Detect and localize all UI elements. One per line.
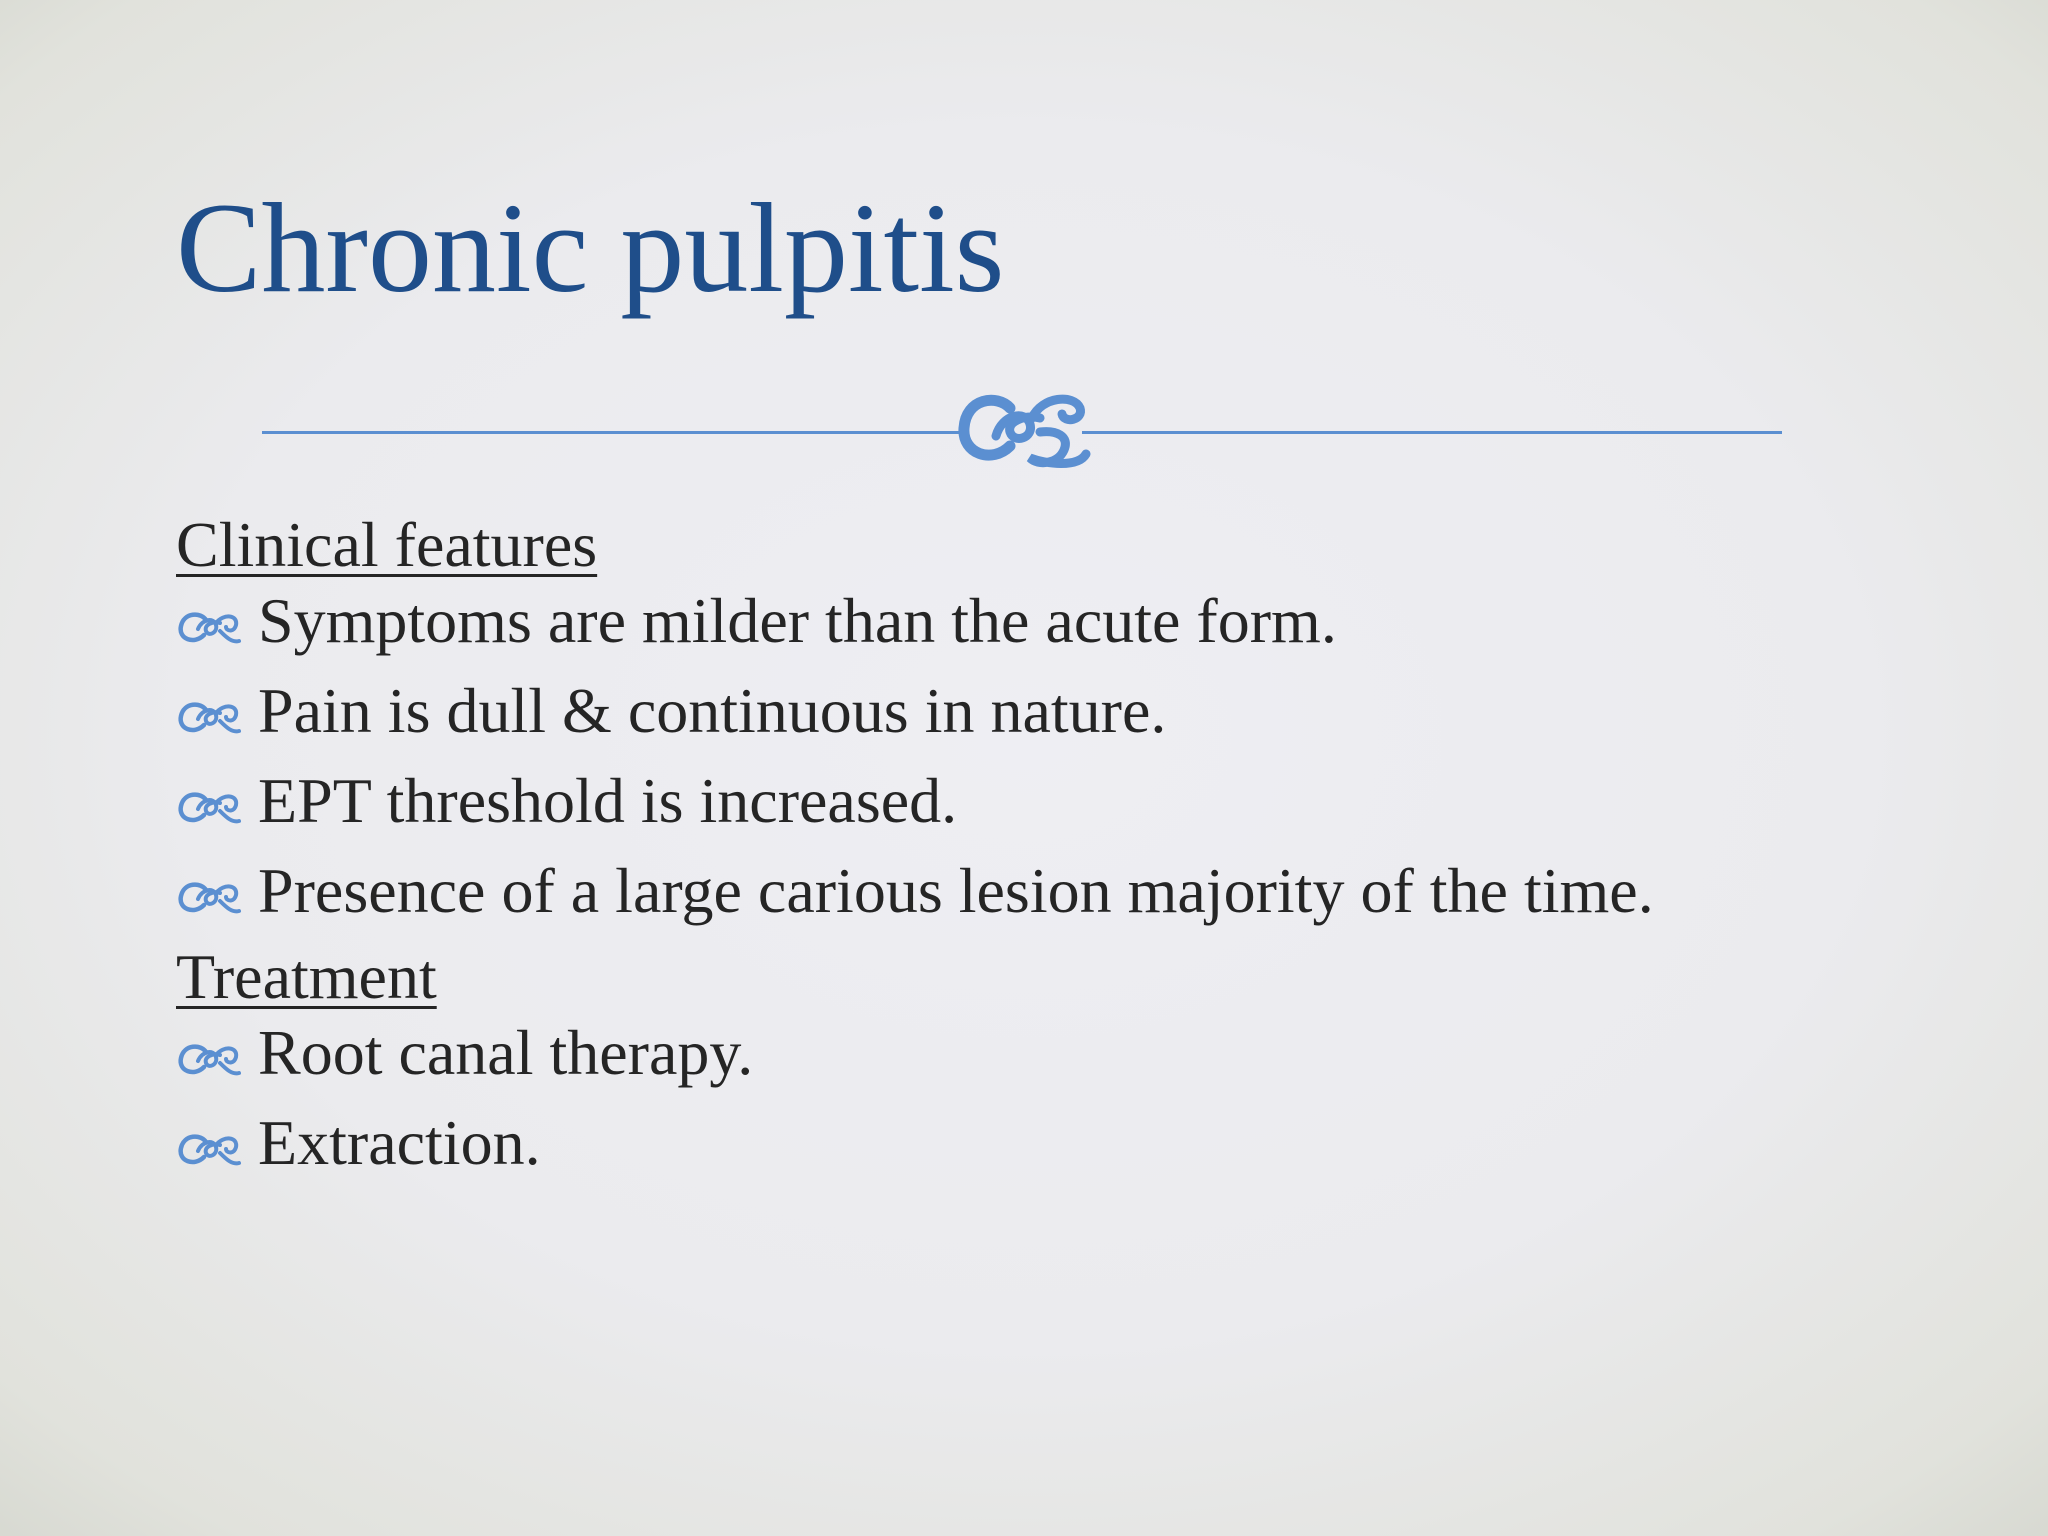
ornament-bullet-icon (176, 607, 242, 647)
section-treatment (176, 937, 1796, 1179)
divider-rule-left (262, 431, 962, 434)
slide-content (176, 505, 1796, 1179)
bullet-item (176, 585, 1796, 657)
bullet-item (176, 1017, 1796, 1089)
bullet-text: Root canal therapy. (258, 1017, 754, 1088)
bullet-item (176, 1107, 1796, 1179)
ornament-bullet-icon (176, 877, 242, 917)
bullet-item (176, 675, 1796, 747)
slide-title: Chronic pulpitis (176, 177, 1005, 319)
ornament-bullet-icon (176, 1039, 242, 1079)
ornament-swirl-icon (952, 380, 1092, 480)
bullet-text: Symptoms are milder than the acute form. (258, 585, 1337, 656)
bullet-item (176, 765, 1796, 837)
ornament-bullet-icon (176, 697, 242, 737)
bullet-list (176, 1017, 1796, 1179)
ornament-bullet-icon (176, 787, 242, 827)
bullet-text: Presence of a large carious lesion majority of the time. (258, 855, 1654, 926)
bullet-text: EPT threshold is increased. (258, 765, 958, 836)
title-divider (262, 380, 1782, 480)
bullet-text: Extraction. (258, 1107, 541, 1178)
bullet-list (176, 585, 1796, 927)
section-heading: Clinical features (176, 509, 598, 580)
section-clinical-features (176, 505, 1796, 927)
bullet-item (176, 855, 1796, 927)
divider-rule-right (1082, 431, 1782, 434)
section-heading: Treatment (176, 941, 437, 1012)
bullet-text: Pain is dull & continuous in nature. (258, 675, 1167, 746)
ornament-bullet-icon (176, 1129, 242, 1169)
